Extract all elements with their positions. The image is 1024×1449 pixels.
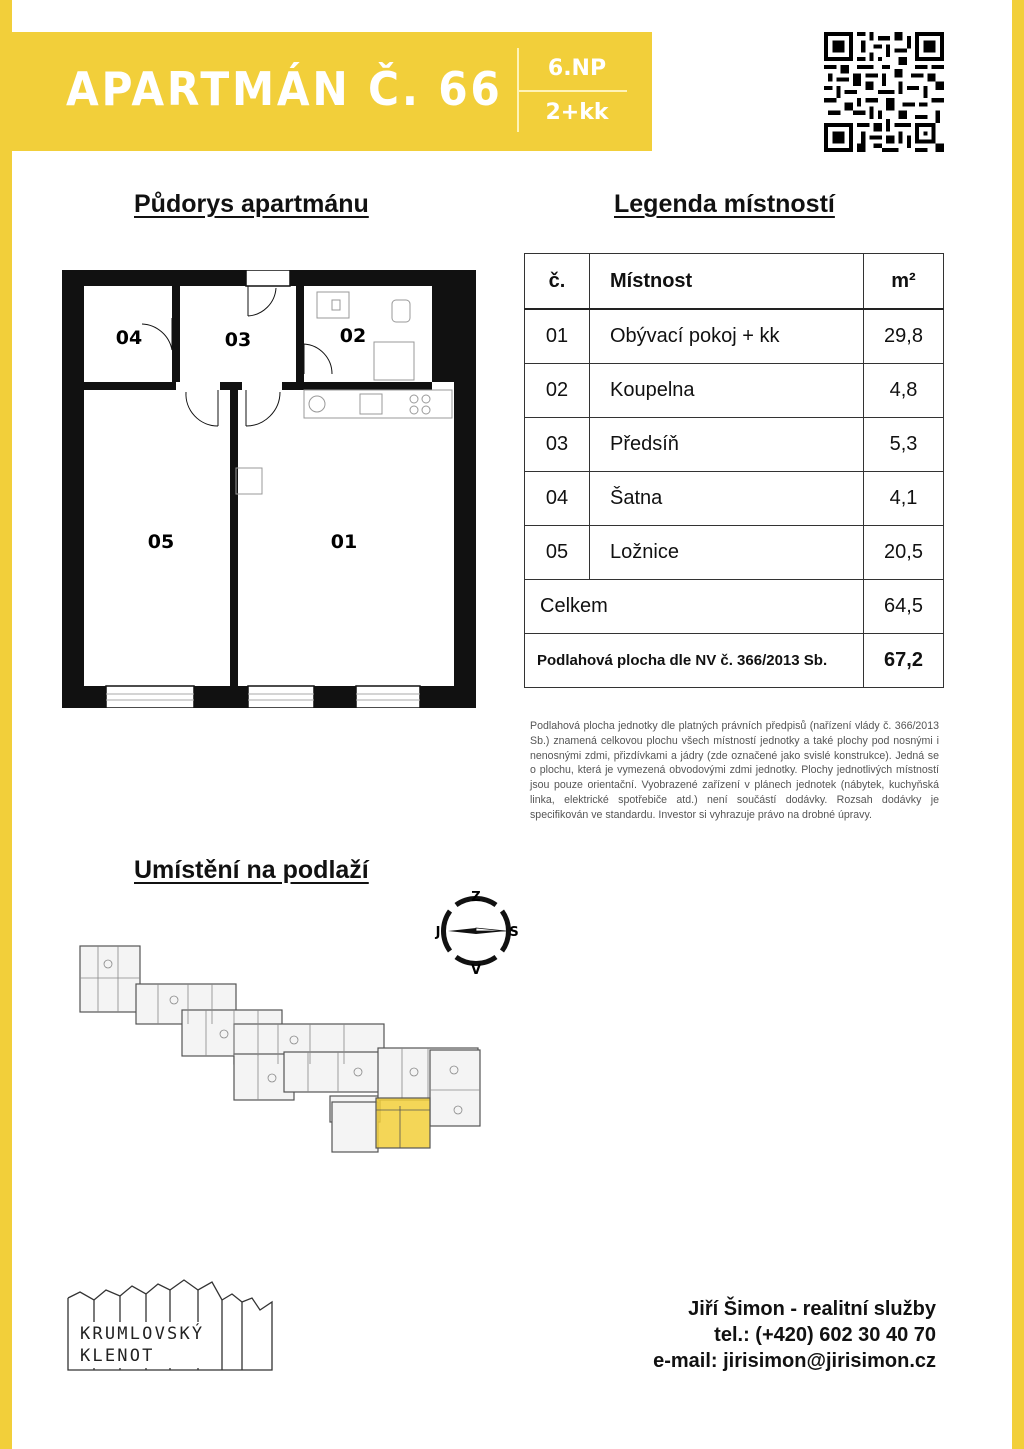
room-area: 4,8 [864,364,944,418]
total-row [525,580,944,634]
legend-heading: Legenda místností [614,190,835,218]
floor-label: 6.NP [547,56,607,81]
compass-north: Z [471,890,481,905]
floor-location-plan [78,940,484,1155]
krumlovsky-klenot-logo [66,1276,274,1374]
compass-south: V [470,963,482,977]
room-area: 29,8 [864,309,944,364]
table-row [525,309,944,364]
logo-line-2: KLENOT [80,1346,155,1366]
room-legend-table [524,253,944,688]
table-row [525,364,944,418]
qr-code-icon[interactable] [824,32,944,152]
compass-west: J [435,925,441,940]
table-row [525,526,944,580]
room-name: Předsíň [590,418,864,472]
table-row [525,418,944,472]
room-area: 5,3 [864,418,944,472]
compass-east: S [509,925,519,940]
room-label-03: 03 [224,329,252,351]
column-header-area: m² [864,254,944,310]
contact-email[interactable]: e-mail: jirisimon@jirisimon.cz [653,1350,936,1372]
room-area: 20,5 [864,526,944,580]
location-heading: Umístění na podlaží [134,856,369,884]
room-name: Obývací pokoj + kk [590,309,864,364]
total-value: 64,5 [864,580,944,634]
room-number: 03 [525,418,590,472]
room-area: 4,1 [864,472,944,526]
floor-area-value: 67,2 [864,634,944,688]
room-name: Koupelna [590,364,864,418]
room-name: Ložnice [590,526,864,580]
room-name: Šatna [590,472,864,526]
header-banner [12,32,652,151]
layout-label: 2+kk [545,100,609,125]
room-number: 05 [525,526,590,580]
room-label-05: 05 [147,531,175,553]
room-label-04: 04 [115,327,143,349]
floorplan-heading: Půdorys apartmánu [134,190,369,218]
floor-area-label: Podlahová plocha dle NV č. 366/2013 Sb. [525,634,864,688]
contact-phone[interactable]: tel.: (+420) 602 30 40 70 [714,1324,936,1346]
room-number: 04 [525,472,590,526]
floor-area-row [525,634,944,688]
contact-block [653,1296,936,1374]
apartment-title: APARTMÁN Č. 66 [66,62,503,116]
highlighted-apartment [376,1098,430,1148]
header-divider-horizontal [519,90,627,92]
logo-line-1: KRUMLOVSKÝ [80,1324,205,1344]
right-accent-band [1012,0,1024,1449]
apartment-floorplan [62,270,476,708]
legend-header-row [525,254,944,310]
contact-name: Jiří Šimon - realitní služby [688,1298,936,1320]
room-number: 01 [525,309,590,364]
column-header-number: č. [525,254,590,310]
column-header-room: Místnost [590,254,864,310]
room-label-02: 02 [339,325,367,347]
total-label: Celkem [525,580,864,634]
floor-area-note: Podlahová plocha jednotky dle platných právních předpisů (nařízení vlády č. 366/2013 Sb.) znamená celkovou plochu všech místností jednotky a také plochy pod nosnými i nenosnými zdmi, přizdívkami a jádry (zde označené jako svislé konstrukce). Jedná se o plochu, která je vymezená obvodovými zdmi jednotky. Plochy jednotlivých místností jsou pouze orientační. Vyobrazené zařízení v plánech jednotek (nábytek, kuchyňská linka, elektrické spotřebiče atd.) není součástí dodávky. Rozsah dodávky je specifikován ve standardu. Investor si vyhrazuje právo na drobné úpravy. [530,720,939,821]
table-row [525,472,944,526]
room-label-01: 01 [330,531,358,553]
left-accent-band [0,0,12,1449]
room-number: 02 [525,364,590,418]
